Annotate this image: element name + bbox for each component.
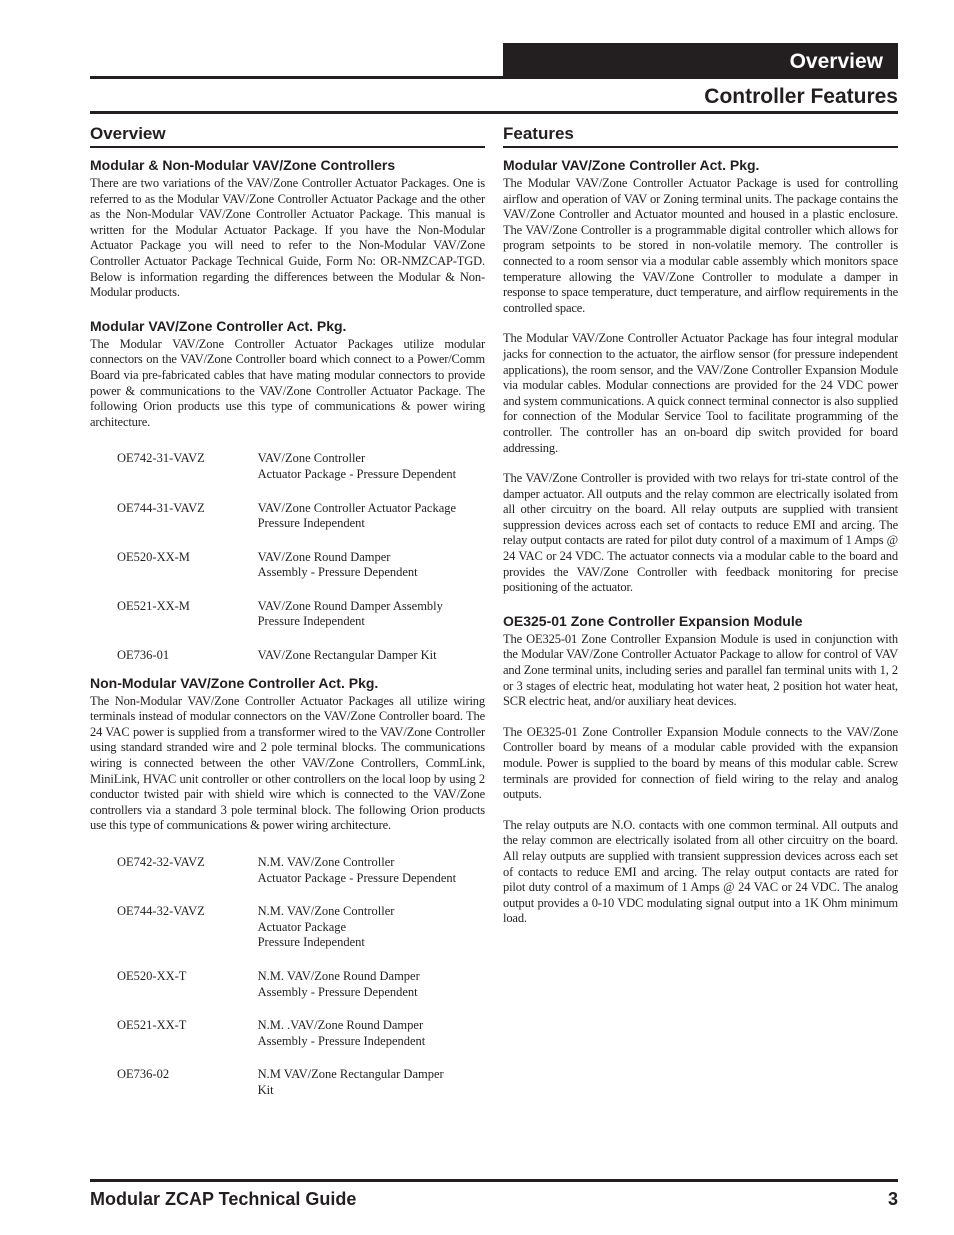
product-desc: N.M. VAV/Zone Controller Actuator Package - Pressure Dependent: [257, 855, 457, 885]
product-code: OE520-XX-T: [117, 968, 187, 983]
paragraph: The Modular VAV/Zone Controller Actuator Package has four integral modular jacks for connection to the actuator, the airflow sensor (for pressure independent applications), the room sensor, and the VAV/Zone Controller Expansion Module via modular cables. Modular connections are provided for the 24 VDC power and system communications. A quick connect terminal connector is also supplied for connection of the Modular Service Tool to facilitate programming of the controller. The controller has an on-board dip switch provided for board addressing.: [503, 331, 898, 455]
sub-heading-expansion-module: OE325-01 Zone Controller Expansion Module: [503, 612, 803, 629]
product-code: OE742-32-VAVZ: [117, 855, 205, 869]
page-number: 3: [887, 1189, 898, 1209]
sub-heading-modular-nonmodular: Modular & Non-Modular VAV/Zone Controllers: [90, 157, 396, 173]
product-row: [117, 550, 485, 599]
overview-heading: Overview: [90, 122, 485, 148]
product-row: [117, 501, 485, 550]
footer-rule: [90, 1179, 898, 1182]
product-code: OE521-XX-T: [117, 1018, 187, 1033]
product-desc: VAV/Zone Rectangular Damper Kit: [257, 648, 437, 663]
product-desc: N.M. VAV/Zone Controller Actuator Package Pressure Independent: [257, 904, 395, 950]
paragraph: The Non-Modular VAV/Zone Controller Actuator Packages all utilize wiring terminals instead of modular connectors on the VAV/Zone Controller board. The 24 VAC power is supplied from a transformer wired to the VAV/Zone Controller using standard stranded wire and 2 pole terminal blocks. The communications wiring is connected between the other VAV/Zone Controllers, CommLink, MiniLink, HVAC unit controller or other controllers on the local loop by using 2 conductor twisted pair with shield wire which is connected to the VAV/Zone controllers via a standard 3 pole terminal block. The following Orion products use this type of communications & power wiring architecture.: [90, 693, 485, 833]
product-desc: VAV/Zone Round Damper Assembly Pressure Independent: [257, 598, 443, 629]
product-row: [117, 904, 485, 969]
product-code: OE744-32-VAVZ: [117, 904, 205, 919]
product-desc: VAV/Zone Round Damper Assembly - Pressure Dependent: [257, 549, 418, 580]
modular-product-list: [117, 451, 485, 673]
sub-heading-nonmodular-pkg: Non-Modular VAV/Zone Controller Act. Pkg.: [90, 674, 379, 691]
product-row: [117, 1018, 485, 1067]
product-desc: VAV/Zone Controller Actuator Package - Pressure Dependent: [257, 451, 457, 481]
product-desc: N.M. .VAV/Zone Round Damper Assembly - Pressure Independent: [257, 1018, 426, 1048]
product-code: OE744-31-VAVZ: [117, 500, 205, 515]
product-code: OE736-02: [117, 1067, 170, 1082]
product-row: [117, 1067, 485, 1116]
product-code: OE742-31-VAVZ: [117, 451, 205, 466]
nonmodular-product-list: [117, 855, 485, 1117]
product-desc: VAV/Zone Controller Actuator Package Pressure Independent: [257, 500, 457, 531]
left-column: [90, 122, 485, 1117]
product-row: [117, 451, 485, 500]
sub-heading-modular-pkg: Modular VAV/Zone Controller Act. Pkg.: [90, 317, 347, 334]
paragraph: The relay outputs are N.O. contacts with one common terminal. All outputs and the relay common are electrically isolated from all other circuitry on the board. All relay outputs are supplied with transient suppression devices across each set of contacts to reduce EMI and arcing. The relay output contacts are rated for pilot duty control of a maximum of 1 Amps @ 24 VAC or 24 VDC. The analog output provides a 0-10 VDC modulating signal output into a 1K Ohm minimum load.: [503, 817, 898, 926]
section-tab: Overview: [503, 43, 898, 78]
page-title: Controller Features: [704, 85, 898, 108]
product-code: OE736-01: [117, 648, 170, 663]
right-column: [503, 122, 898, 927]
footer-title: Modular ZCAP Technical Guide: [90, 1189, 357, 1209]
paragraph: The OE325-01 Zone Controller Expansion Module connects to the VAV/Zone Controller board by means of a modular cable provided with the expansion module. Power is supplied to the board by means of this modular cable. Screw terminals are provided for connection of field wiring to the relay and analog outputs.: [503, 724, 898, 802]
paragraph: The VAV/Zone Controller is provided with two relays for tri-state control of the damper actuator. All outputs and the relay common are electrically isolated from all other circuitry on the board. All relay outputs are supplied with transient suppression devices across each set of contacts to reduce EMI and arcing. The relay output contacts are rated for pilot duty control of a maximum of 1 Amps @ 24 VAC or 24 VDC. The actuator connects via a modular cable to the board and provides the VAV/Zone Controller with feedback monitoring for precise positioning of the actuator.: [503, 471, 898, 595]
product-row: [117, 648, 485, 674]
product-row: [117, 855, 485, 904]
paragraph: There are two variations of the VAV/Zone Controller Actuator Packages. One is referred to as the Modular VAV/Zone Controller Actuator Package and the other as the Non-Modular VAV/Zone Controller Actuator Package. This manual is written for the Modular Actuator Package. If you have the Non-Modular Actuator Package you will need to refer to the Non-Modular VAV/Zone Controller Actuator Package Technical Guide, Form No: OR-NMZCAP-TGD. Below is information regarding the differences between the Modular & Non-Modular products.: [90, 176, 485, 300]
header-rule-bottom: [90, 111, 898, 114]
paragraph: The Modular VAV/Zone Controller Actuator Packages utilize modular connectors on the VAV/Zone Controller board which connect to a Power/Comm Board via pre-fabricated cables that have mating modular connectors to provide power & communications to the VAV/Zone Controller Actuator Package. The following Orion products use this type of communications & power wiring architecture.: [90, 336, 485, 429]
paragraph: The OE325-01 Zone Controller Expansion Module is used in conjunction with the Modular VAV/Zone Controller Actuator Package to allow for control of VAV and Zone terminal units, including series and parallel fan terminal units with 1, 2 or 3 stages of electric heat, modulating hot water heat, 2 position hot water heat, SCR electric heat, and/or auxiliary heat devices.: [503, 631, 898, 709]
product-desc: N.M VAV/Zone Rectangular Damper Kit: [257, 1067, 444, 1097]
paragraph: The Modular VAV/Zone Controller Actuator Package is used for controlling airflow and operation of VAV or Zoning terminal units. The package contains the VAV/Zone Controller and Actuator mounted and housed in a plastic enclosure. The VAV/Zone Controller is a programmable digital controller which allows for program setpoints to be stored in non-volatile memory. The controller is connected to a room sensor via a modular cable assembly which monitors space temperature allowing the VAV/Zone Controller to modulate a damper in response to space temperature, duct temperature, and airflow requirements in the controlled space.: [503, 176, 898, 315]
product-row: [117, 969, 485, 1018]
product-desc: N.M. VAV/Zone Round Damper Assembly - Pressure Dependent: [257, 968, 420, 999]
sub-heading-modular-pkg-features: Modular VAV/Zone Controller Act. Pkg.: [503, 157, 760, 173]
product-code: OE520-XX-M: [117, 549, 190, 564]
product-code: OE521-XX-M: [117, 598, 190, 613]
features-heading: Features: [503, 122, 898, 148]
product-row: [117, 599, 485, 648]
